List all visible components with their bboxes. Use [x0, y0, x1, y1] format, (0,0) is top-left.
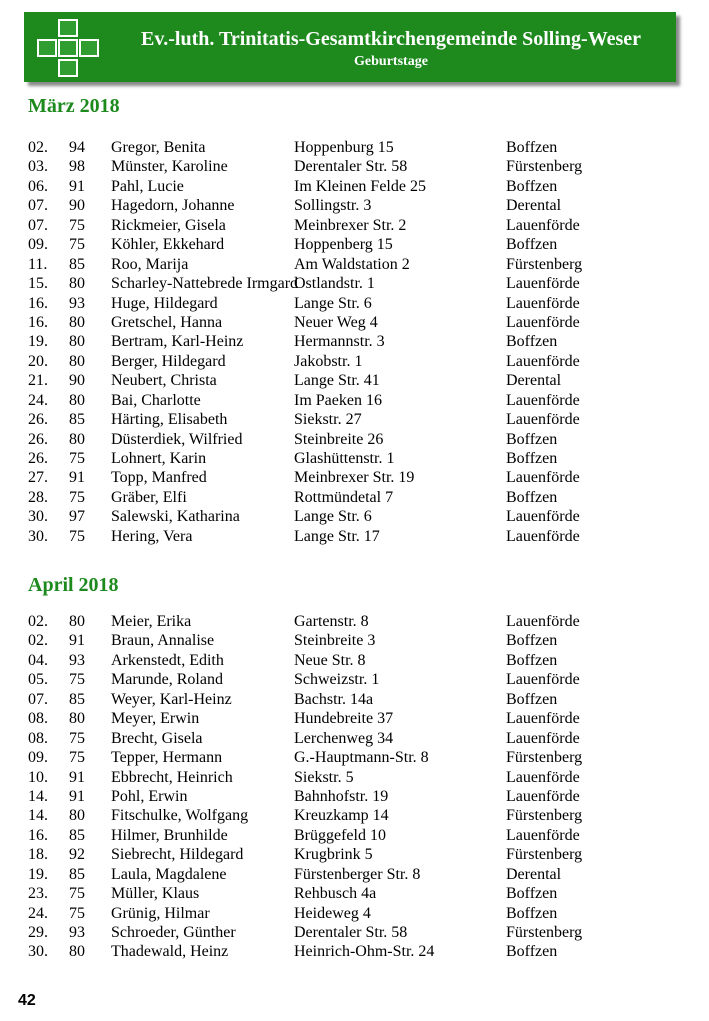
- name-cell: Meyer, Erwin: [111, 710, 200, 728]
- age-cell: 75: [69, 729, 85, 747]
- birthday-row: [28, 806, 668, 825]
- town-cell: Fürstenberg: [506, 255, 583, 273]
- town-cell: Fürstenberg: [506, 158, 583, 176]
- name-cell: Bai, Charlotte: [111, 391, 201, 409]
- age-cell: 85: [69, 865, 85, 883]
- age-cell: 93: [69, 651, 85, 669]
- street-cell: Im Kleinen Felde 25: [294, 177, 426, 195]
- town-cell: Boffzen: [506, 333, 558, 351]
- name-cell: Düsterdiek, Wilfried: [111, 430, 243, 448]
- town-cell: Lauenförde: [506, 391, 580, 409]
- street-cell: Im Paeken 16: [294, 391, 382, 409]
- day-cell: 20.: [28, 352, 48, 370]
- day-cell: 21.: [28, 372, 48, 390]
- name-cell: Fitschulke, Wolfgang: [111, 807, 249, 825]
- street-cell: Schweizstr. 1: [294, 671, 380, 689]
- day-cell: 02.: [28, 632, 48, 650]
- day-cell: 26.: [28, 450, 48, 467]
- town-cell: Lauenförde: [506, 469, 580, 487]
- header-banner: [24, 12, 676, 82]
- age-cell: 75: [69, 527, 85, 545]
- town-cell: Boffzen: [506, 139, 558, 156]
- name-cell: Arkenstedt, Edith: [111, 651, 224, 669]
- birthday-row: [28, 332, 668, 351]
- age-cell: 85: [69, 690, 85, 708]
- age-cell: 93: [69, 294, 85, 312]
- birthday-row: [28, 768, 668, 787]
- age-cell: 92: [69, 846, 85, 864]
- street-cell: Neuer Weg 4: [294, 313, 378, 331]
- street-cell: Heideweg 4: [294, 904, 371, 922]
- day-cell: 14.: [28, 787, 48, 805]
- town-cell: Boffzen: [506, 177, 558, 195]
- day-cell: 02.: [28, 139, 48, 156]
- name-cell: Neubert, Christa: [111, 372, 217, 390]
- birthday-row: [28, 294, 668, 313]
- street-cell: Ostlandstr. 1: [294, 275, 375, 293]
- birthday-row: [28, 410, 668, 429]
- age-cell: 80: [69, 391, 85, 409]
- birthday-row: [28, 352, 668, 371]
- day-cell: 23.: [28, 885, 48, 903]
- birthday-list: [28, 138, 668, 546]
- birthday-row: [28, 488, 668, 507]
- name-cell: Hagedorn, Johanne: [111, 197, 235, 215]
- name-cell: Roo, Marija: [111, 255, 189, 273]
- church-logo-icon: [34, 18, 104, 78]
- street-cell: Meinbrexer Str. 19: [294, 469, 415, 487]
- birthday-row: [28, 826, 668, 845]
- birthday-row: [28, 612, 668, 631]
- age-cell: 80: [69, 352, 85, 370]
- month-heading: April 2018: [28, 574, 119, 596]
- street-cell: Glashüttenstr. 1: [294, 450, 395, 467]
- day-cell: 16.: [28, 826, 48, 844]
- town-cell: Lauenförde: [506, 768, 580, 786]
- day-cell: 06.: [28, 177, 48, 195]
- name-cell: Bertram, Karl-Heinz: [111, 333, 244, 351]
- street-cell: Hoppenburg 15: [294, 139, 394, 156]
- birthday-row: [28, 157, 668, 176]
- birthday-row: [28, 709, 668, 728]
- town-cell: Lauenförde: [506, 527, 580, 545]
- birthday-row: [28, 507, 668, 526]
- town-cell: Boffzen: [506, 885, 558, 903]
- day-cell: 07.: [28, 690, 48, 708]
- birthday-row: [28, 651, 668, 670]
- street-cell: Steinbreite 3: [294, 632, 376, 650]
- birthday-row: [28, 255, 668, 274]
- birthday-row: [28, 942, 668, 961]
- birthday-row: [28, 865, 668, 884]
- town-cell: Lauenförde: [506, 729, 580, 747]
- birthday-row: [28, 729, 668, 748]
- street-cell: Meinbrexer Str. 2: [294, 216, 407, 234]
- town-cell: Derental: [506, 865, 562, 883]
- street-cell: Hundebreite 37: [294, 710, 394, 728]
- birthday-row: [28, 235, 668, 254]
- town-cell: Boffzen: [506, 430, 558, 448]
- name-cell: Köhler, Ekkehard: [111, 236, 225, 254]
- day-cell: 16.: [28, 313, 48, 331]
- street-cell: Hoppenberg 15: [294, 236, 393, 254]
- name-cell: Rickmeier, Gisela: [111, 216, 226, 234]
- name-cell: Münster, Karoline: [111, 158, 228, 176]
- street-cell: Hermannstr. 3: [294, 333, 385, 351]
- day-cell: 08.: [28, 710, 48, 728]
- town-cell: Derental: [506, 372, 562, 390]
- age-cell: 80: [69, 275, 85, 293]
- name-cell: Brecht, Gisela: [111, 729, 203, 747]
- section-subtitle: Geburtstage: [354, 54, 428, 69]
- name-cell: Gregor, Benita: [111, 139, 206, 156]
- street-cell: Am Waldstation 2: [294, 255, 410, 273]
- birthday-row: [28, 313, 668, 332]
- street-cell: Rottmündetal 7: [294, 488, 394, 506]
- age-cell: 75: [69, 885, 85, 903]
- town-cell: Lauenförde: [506, 613, 580, 630]
- name-cell: Braun, Annalise: [111, 632, 215, 650]
- birthday-row: [28, 430, 668, 449]
- street-cell: Derentaler Str. 58: [294, 924, 408, 941]
- town-cell: Boffzen: [506, 236, 558, 254]
- day-cell: 30.: [28, 943, 48, 961]
- age-cell: 80: [69, 313, 85, 331]
- town-cell: Derental: [506, 197, 562, 215]
- name-cell: Laula, Magdalene: [111, 865, 227, 883]
- street-cell: Steinbreite 26: [294, 430, 384, 448]
- day-cell: 04.: [28, 651, 48, 669]
- street-cell: G.-Hauptmann-Str. 8: [294, 749, 429, 767]
- street-cell: Derentaler Str. 58: [294, 158, 408, 176]
- age-cell: 75: [69, 450, 85, 467]
- birthday-row: [28, 631, 668, 650]
- name-cell: Tepper, Hermann: [111, 749, 223, 767]
- age-cell: 91: [69, 177, 85, 195]
- name-cell: Meier, Erika: [111, 613, 192, 630]
- day-cell: 10.: [28, 768, 48, 786]
- name-cell: Berger, Hildegard: [111, 352, 226, 370]
- page-number: 42: [18, 992, 36, 1009]
- day-cell: 19.: [28, 865, 48, 883]
- day-cell: 05.: [28, 671, 48, 689]
- day-cell: 29.: [28, 924, 48, 941]
- street-cell: Siekstr. 5: [294, 768, 354, 786]
- birthday-row: [28, 196, 668, 215]
- birthday-row: [28, 274, 668, 293]
- day-cell: 26.: [28, 411, 48, 429]
- day-cell: 30.: [28, 508, 48, 526]
- name-cell: Härting, Elisabeth: [111, 411, 228, 429]
- town-cell: Boffzen: [506, 632, 558, 650]
- name-cell: Thadewald, Heinz: [111, 943, 229, 961]
- town-cell: Lauenförde: [506, 787, 580, 805]
- birthday-row: [28, 216, 668, 235]
- birthday-row: [28, 670, 668, 689]
- town-cell: Boffzen: [506, 690, 558, 708]
- age-cell: 85: [69, 826, 85, 844]
- day-cell: 07.: [28, 216, 48, 234]
- street-cell: Lange Str. 6: [294, 508, 372, 526]
- day-cell: 16.: [28, 294, 48, 312]
- name-cell: Hering, Vera: [111, 527, 193, 545]
- name-cell: Grünig, Hilmar: [111, 904, 210, 922]
- age-cell: 80: [69, 613, 85, 630]
- town-cell: Lauenförde: [506, 411, 580, 429]
- town-cell: Lauenförde: [506, 508, 580, 526]
- age-cell: 75: [69, 904, 85, 922]
- town-cell: Fürstenberg: [506, 807, 583, 825]
- town-cell: Lauenförde: [506, 826, 580, 844]
- name-cell: Pohl, Erwin: [111, 787, 188, 805]
- name-cell: Pahl, Lucie: [111, 177, 184, 195]
- birthday-row: [28, 845, 668, 864]
- day-cell: 08.: [28, 729, 48, 747]
- birthday-row: [28, 391, 668, 410]
- day-cell: 27.: [28, 469, 48, 487]
- day-cell: 24.: [28, 904, 48, 922]
- day-cell: 07.: [28, 197, 48, 215]
- street-cell: Lerchenweg 34: [294, 729, 394, 747]
- day-cell: 24.: [28, 391, 48, 409]
- town-cell: Lauenförde: [506, 352, 580, 370]
- town-cell: Lauenförde: [506, 313, 580, 331]
- age-cell: 80: [69, 807, 85, 825]
- town-cell: Boffzen: [506, 651, 558, 669]
- street-cell: Siekstr. 27: [294, 411, 362, 429]
- age-cell: 91: [69, 469, 85, 487]
- name-cell: Ebbrecht, Heinrich: [111, 768, 233, 786]
- street-cell: Neue Str. 8: [294, 651, 366, 669]
- street-cell: Lange Str. 17: [294, 527, 380, 545]
- town-cell: Lauenförde: [506, 710, 580, 728]
- street-cell: Gartenstr. 8: [294, 613, 369, 630]
- age-cell: 80: [69, 943, 85, 961]
- town-cell: Fürstenberg: [506, 749, 583, 767]
- age-cell: 85: [69, 255, 85, 273]
- town-cell: Lauenförde: [506, 294, 580, 312]
- street-cell: Rehbusch 4a: [294, 885, 377, 903]
- town-cell: Boffzen: [506, 450, 558, 467]
- street-cell: Bahnhofstr. 19: [294, 787, 389, 805]
- age-cell: 80: [69, 333, 85, 351]
- age-cell: 91: [69, 768, 85, 786]
- street-cell: Fürstenberger Str. 8: [294, 865, 421, 883]
- birthday-row: [28, 904, 668, 923]
- town-cell: Lauenförde: [506, 275, 580, 293]
- town-cell: Fürstenberg: [506, 924, 583, 941]
- month-heading: März 2018: [28, 95, 120, 117]
- street-cell: Heinrich-Ohm-Str. 24: [294, 943, 435, 961]
- name-cell: Lohnert, Karin: [111, 450, 207, 467]
- age-cell: 90: [69, 372, 85, 390]
- street-cell: Krugbrink 5: [294, 846, 373, 864]
- age-cell: 85: [69, 411, 85, 429]
- birthday-row: [28, 690, 668, 709]
- town-cell: Fürstenberg: [506, 846, 583, 864]
- town-cell: Boffzen: [506, 943, 558, 961]
- age-cell: 80: [69, 430, 85, 448]
- day-cell: 26.: [28, 430, 48, 448]
- street-cell: Brüggefeld 10: [294, 826, 386, 844]
- age-cell: 91: [69, 632, 85, 650]
- town-cell: Boffzen: [506, 488, 558, 506]
- day-cell: 19.: [28, 333, 48, 351]
- town-cell: Lauenförde: [506, 671, 580, 689]
- town-cell: Boffzen: [506, 904, 558, 922]
- age-cell: 91: [69, 787, 85, 805]
- day-cell: 09.: [28, 236, 48, 254]
- name-cell: Hilmer, Brunhilde: [111, 826, 228, 844]
- birthday-row: [28, 177, 668, 196]
- name-cell: Marunde, Roland: [111, 671, 223, 689]
- birthday-row: [28, 748, 668, 767]
- name-cell: Topp, Manfred: [111, 469, 207, 487]
- street-cell: Kreuzkamp 14: [294, 807, 389, 825]
- street-cell: Lange Str. 6: [294, 294, 372, 312]
- name-cell: Siebrecht, Hildegard: [111, 846, 244, 864]
- birthday-row: [28, 371, 668, 390]
- birthday-list: [28, 612, 668, 962]
- day-cell: 18.: [28, 846, 48, 864]
- age-cell: 75: [69, 216, 85, 234]
- day-cell: 03.: [28, 158, 48, 176]
- day-cell: 28.: [28, 488, 48, 506]
- day-cell: 11.: [28, 255, 48, 273]
- age-cell: 90: [69, 197, 85, 215]
- birthday-row: [28, 138, 668, 157]
- street-cell: Sollingstr. 3: [294, 197, 372, 215]
- birthday-row: [28, 884, 668, 903]
- age-cell: 97: [69, 508, 85, 526]
- name-cell: Gretschel, Hanna: [111, 313, 223, 331]
- age-cell: 94: [69, 139, 85, 156]
- name-cell: Huge, Hildegard: [111, 294, 218, 312]
- age-cell: 93: [69, 924, 85, 941]
- day-cell: 14.: [28, 807, 48, 825]
- age-cell: 98: [69, 158, 85, 176]
- town-cell: Lauenförde: [506, 216, 580, 234]
- birthday-row: [28, 468, 668, 487]
- day-cell: 09.: [28, 749, 48, 767]
- name-cell: Müller, Klaus: [111, 885, 200, 903]
- street-cell: Lange Str. 41: [294, 372, 380, 390]
- name-cell: Salewski, Katharina: [111, 508, 240, 526]
- name-cell: Schroeder, Günther: [111, 924, 236, 941]
- day-cell: 15.: [28, 275, 48, 293]
- street-cell: Jakobstr. 1: [294, 352, 363, 370]
- birthday-row: [28, 787, 668, 806]
- street-cell: Bachstr. 14a: [294, 690, 374, 708]
- age-cell: 80: [69, 710, 85, 728]
- age-cell: 75: [69, 671, 85, 689]
- parish-title: Ev.-luth. Trinitatis-Gesamtkirchengemeinde Solling-Weser: [141, 28, 641, 50]
- age-cell: 75: [69, 749, 85, 767]
- birthday-row: [28, 527, 668, 546]
- name-cell: Weyer, Karl-Heinz: [111, 690, 232, 708]
- age-cell: 75: [69, 488, 85, 506]
- name-cell: Gräber, Elfi: [111, 488, 187, 506]
- day-cell: 02.: [28, 613, 48, 630]
- birthday-row: [28, 923, 668, 942]
- day-cell: 30.: [28, 527, 48, 545]
- birthday-row: [28, 449, 668, 468]
- age-cell: 75: [69, 236, 85, 254]
- name-cell: Scharley-Nattebrede Irmgard: [111, 275, 299, 293]
